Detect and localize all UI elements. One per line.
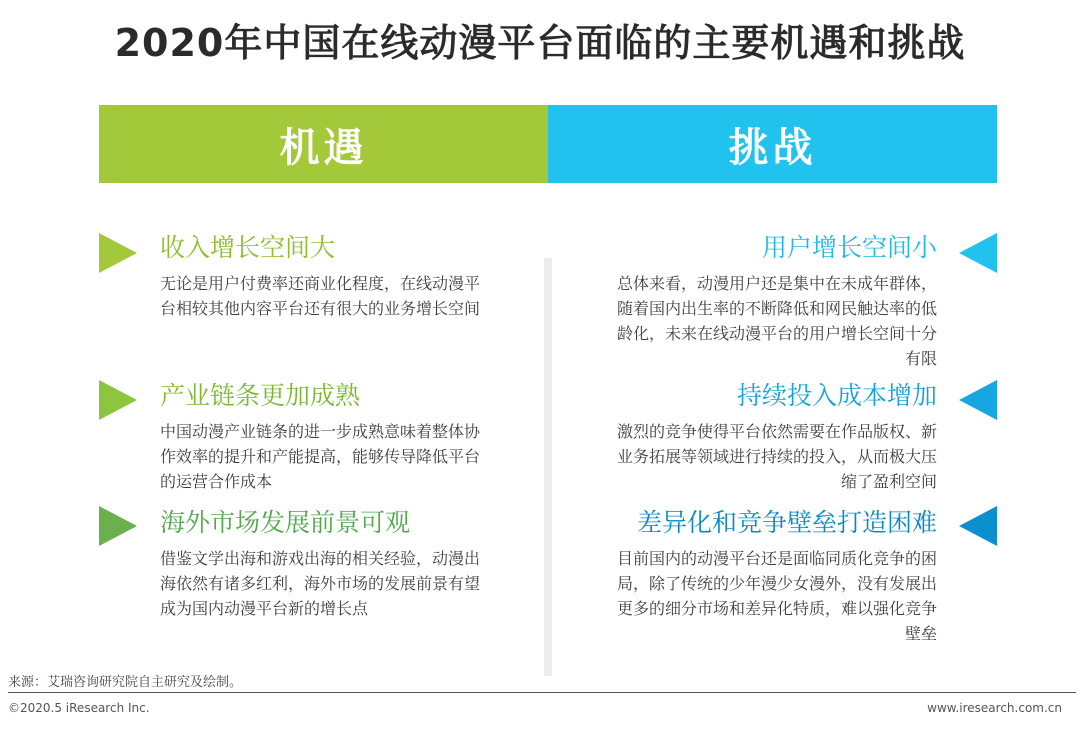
left-arrow-icon (959, 506, 997, 546)
challenge-item (607, 506, 937, 646)
opportunity-title: 海外市场发展前景可观 (160, 508, 411, 537)
challenge-title: 差异化和竞争壁垒打造困难 (636, 508, 937, 537)
left-arrow-icon (959, 233, 997, 273)
right-arrow-icon (99, 233, 137, 273)
right-arrow-icon (99, 380, 137, 420)
opportunity-title: 收入增长空间大 (160, 233, 336, 262)
challenge-title: 持续投入成本增加 (736, 381, 937, 410)
page-title: 2020年中国在线动漫平台面临的主要机遇和挑战 (114, 21, 966, 65)
opportunity-item (160, 231, 490, 321)
opportunities-header: 机遇 (99, 105, 548, 183)
challenge-item (607, 231, 937, 371)
copyright: ©2020.5 iResearch Inc. (8, 701, 150, 715)
opportunity-desc: 借鉴文学出海和游戏出海的相关经验，动漫出海依然有诸多红利，海外市场的发展前景有望成为国内动漫平台新的增长点 (160, 549, 481, 618)
center-divider (544, 258, 552, 676)
source-note: 来源：艾瑞咨询研究院自主研究及绘制。 (8, 675, 243, 690)
opportunity-item (160, 506, 490, 621)
challenge-desc: 激烈的竞争使得平台依然需要在作品版权、新业务拓展等领域进行持续的投入，从而极大压缩了盈利空间 (616, 422, 937, 491)
opportunity-title: 产业链条更加成熟 (160, 381, 361, 410)
opportunity-desc: 中国动漫产业链条的进一步成熟意味着整体协作效率的提升和产能提高，能够传导降低平台的运营合作成本 (160, 422, 481, 491)
challenge-item (607, 379, 937, 494)
right-arrow-icon (99, 506, 137, 546)
left-arrow-icon (959, 380, 997, 420)
challenges-header: 挑战 (548, 105, 997, 183)
opportunity-desc: 无论是用户付费率还商业化程度，在线动漫平台相较其他内容平台还有很大的业务增长空间 (160, 274, 481, 318)
challenge-title: 用户增长空间小 (761, 233, 937, 262)
challenge-desc: 目前国内的动漫平台还是面临同质化竞争的困局，除了传统的少年漫少女漫外，没有发展出更多的细分市场和差异化特质，难以强化竞争壁垒 (616, 549, 937, 643)
opportunity-item (160, 379, 490, 494)
website-link: www.iresearch.com.cn (927, 701, 1062, 715)
challenge-desc: 总体来看，动漫用户还是集中在未成年群体，随着国内出生率的不断降低和网民触达率的低龄化，未来在线动漫平台的用户增长空间十分有限 (616, 274, 937, 368)
footer-divider (8, 692, 1076, 693)
